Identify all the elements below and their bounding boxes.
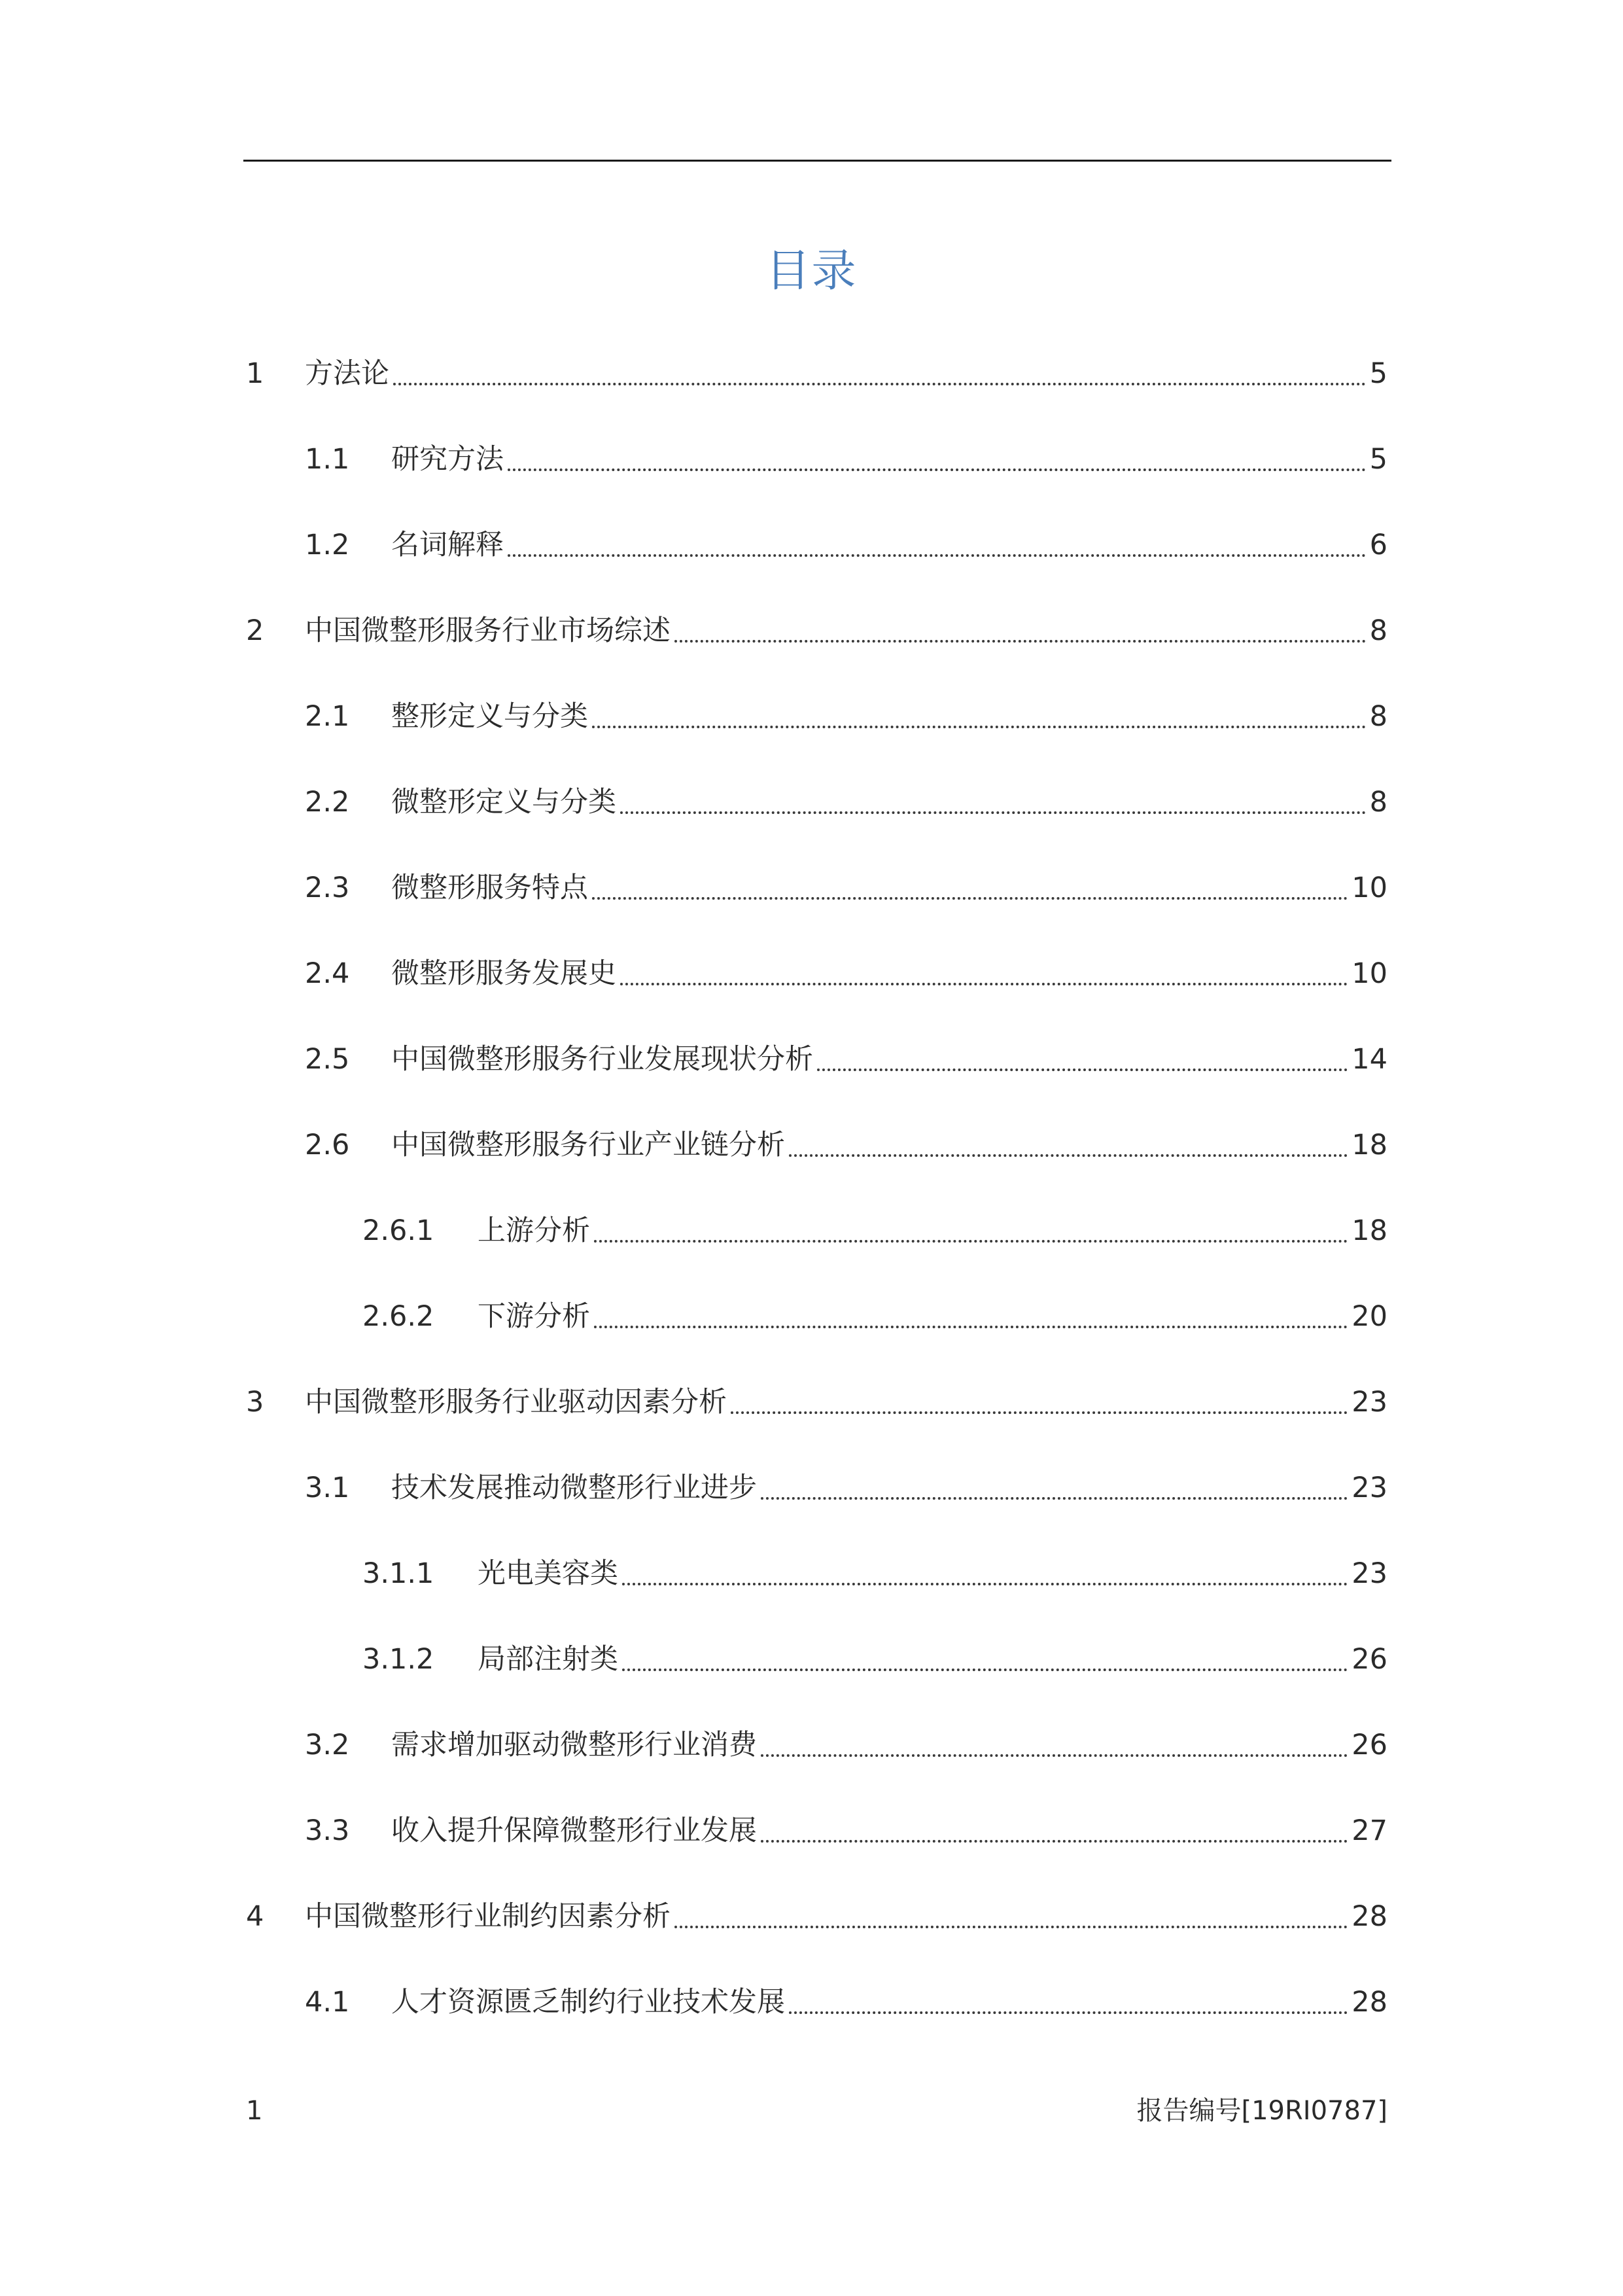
toc-entry-number: 1.1 <box>305 442 350 476</box>
toc-entry-label: 技术发展推动微整形行业进步 <box>391 1471 757 1504</box>
toc-dot-leader <box>789 2011 1348 2014</box>
toc-entry[interactable] <box>246 1273 1387 1359</box>
toc-dot-leader <box>674 640 1366 643</box>
toc-entry[interactable] <box>246 759 1387 845</box>
toc-entry[interactable] <box>246 330 1387 416</box>
toc-dot-leader <box>508 554 1366 557</box>
toc-entry-label: 中国微整形行业制约因素分析 <box>305 1899 671 1933</box>
toc-entry-label: 局部注射类 <box>478 1642 618 1676</box>
toc-entry-page: 20 <box>1352 1299 1387 1333</box>
toc-entry-number: 3.1.1 <box>362 1557 434 1590</box>
toc-entry-label: 上游分析 <box>478 1214 590 1247</box>
toc-entry-label: 微整形服务发展史 <box>391 957 616 990</box>
toc-entry-number: 4 <box>246 1899 264 1933</box>
toc-dot-leader <box>761 1840 1348 1843</box>
toc-entry-label: 研究方法 <box>391 442 504 476</box>
toc-entry-number: 3.2 <box>305 1728 350 1761</box>
toc-dot-leader <box>620 983 1348 985</box>
toc-entry-page: 18 <box>1352 1128 1387 1161</box>
toc-entry[interactable] <box>246 502 1387 588</box>
toc-entry-page: 6 <box>1369 528 1387 561</box>
toc-entry-page: 23 <box>1352 1471 1387 1504</box>
toc-entry-page: 28 <box>1352 1985 1387 2019</box>
toc-dot-leader <box>594 1240 1348 1243</box>
toc-entry-page: 23 <box>1352 1557 1387 1590</box>
toc-entry-page: 26 <box>1352 1642 1387 1676</box>
toc-entry[interactable] <box>246 930 1387 1016</box>
footer-page-number: 1 <box>246 2096 263 2126</box>
toc-entry-number: 2.6 <box>305 1128 350 1161</box>
toc-dot-leader <box>622 1583 1348 1585</box>
toc-entry[interactable] <box>246 1188 1387 1273</box>
toc-entry-page: 5 <box>1369 442 1387 476</box>
toc-dot-leader <box>761 1754 1348 1757</box>
toc-entry[interactable] <box>246 1016 1387 1102</box>
toc-entry-number: 3 <box>246 1385 264 1419</box>
toc-dot-leader <box>622 1669 1348 1671</box>
toc-entry-page: 14 <box>1352 1042 1387 1076</box>
toc-entry-page: 23 <box>1352 1385 1387 1419</box>
toc-dot-leader <box>674 1926 1348 1928</box>
toc-entry-number: 2.4 <box>305 957 350 990</box>
toc-entry-number: 2 <box>246 614 264 647</box>
toc-entry-page: 8 <box>1369 699 1387 733</box>
toc-dot-leader <box>393 383 1366 385</box>
toc-entry-number: 3.1 <box>305 1471 350 1504</box>
table-of-contents <box>246 330 1387 2045</box>
toc-entry-page: 10 <box>1352 957 1387 990</box>
toc-dot-leader <box>508 468 1366 471</box>
toc-dot-leader <box>789 1154 1348 1157</box>
toc-entry-label: 整形定义与分类 <box>391 699 588 733</box>
toc-entry-label: 中国微整形服务行业驱动因素分析 <box>305 1385 727 1419</box>
toc-entry-number: 4.1 <box>305 1985 350 2019</box>
toc-entry-page: 18 <box>1352 1214 1387 1247</box>
toc-dot-leader <box>761 1497 1348 1500</box>
toc-entry-label: 方法论 <box>305 357 389 390</box>
toc-entry-page: 8 <box>1369 614 1387 647</box>
toc-entry[interactable] <box>246 673 1387 759</box>
toc-entry[interactable] <box>246 1359 1387 1445</box>
toc-entry-page: 5 <box>1369 357 1387 390</box>
toc-entry-number: 2.6.2 <box>362 1299 434 1333</box>
toc-entry-label: 光电美容类 <box>478 1557 618 1590</box>
toc-entry[interactable] <box>246 1788 1387 1873</box>
toc-entry[interactable] <box>246 1616 1387 1702</box>
footer-report-id: 报告编号[19RI0787] <box>1136 2096 1387 2126</box>
toc-entry-label: 中国微整形服务行业产业链分析 <box>391 1128 785 1161</box>
toc-entry-number: 1 <box>246 357 264 390</box>
toc-dot-leader <box>620 811 1366 814</box>
toc-entry[interactable] <box>246 1702 1387 1788</box>
toc-entry-number: 1.2 <box>305 528 350 561</box>
toc-entry-label: 名词解释 <box>391 528 504 561</box>
toc-dot-leader <box>592 897 1348 900</box>
toc-entry-label: 人才资源匮乏制约行业技术发展 <box>391 1985 785 2019</box>
toc-entry-number: 3.1.2 <box>362 1642 434 1676</box>
toc-entry[interactable] <box>246 1873 1387 1959</box>
toc-entry-page: 8 <box>1369 785 1387 819</box>
toc-entry-page: 28 <box>1352 1899 1387 1933</box>
toc-entry[interactable] <box>246 588 1387 673</box>
toc-entry-number: 2.1 <box>305 699 350 733</box>
toc-entry-number: 3.3 <box>305 1814 350 1847</box>
page-title: 目录 <box>765 245 858 297</box>
toc-entry-label: 微整形服务特点 <box>391 871 588 904</box>
toc-entry-label: 中国微整形服务行业发展现状分析 <box>391 1042 813 1076</box>
toc-entry-label: 需求增加驱动微整形行业消费 <box>391 1728 757 1761</box>
toc-entry-number: 2.3 <box>305 871 350 904</box>
toc-entry-number: 2.6.1 <box>362 1214 434 1247</box>
toc-entry-page: 10 <box>1352 871 1387 904</box>
toc-entry-label: 收入提升保障微整形行业发展 <box>391 1814 757 1847</box>
toc-entry-label: 中国微整形服务行业市场综述 <box>305 614 671 647</box>
toc-entry-label: 微整形定义与分类 <box>391 785 616 819</box>
toc-entry[interactable] <box>246 1530 1387 1616</box>
toc-entry-number: 2.2 <box>305 785 350 819</box>
toc-entry[interactable] <box>246 845 1387 930</box>
toc-dot-leader <box>594 1326 1348 1328</box>
toc-dot-leader <box>817 1069 1348 1071</box>
toc-entry-page: 26 <box>1352 1728 1387 1761</box>
toc-entry[interactable] <box>246 1959 1387 2045</box>
toc-dot-leader <box>731 1411 1348 1414</box>
toc-entry-page: 27 <box>1352 1814 1387 1847</box>
toc-entry[interactable] <box>246 416 1387 502</box>
toc-dot-leader <box>592 726 1366 728</box>
header-rule <box>243 160 1391 162</box>
toc-entry-number: 2.5 <box>305 1042 350 1076</box>
toc-entry[interactable] <box>246 1102 1387 1188</box>
toc-entry-label: 下游分析 <box>478 1299 590 1333</box>
toc-entry[interactable] <box>246 1445 1387 1530</box>
